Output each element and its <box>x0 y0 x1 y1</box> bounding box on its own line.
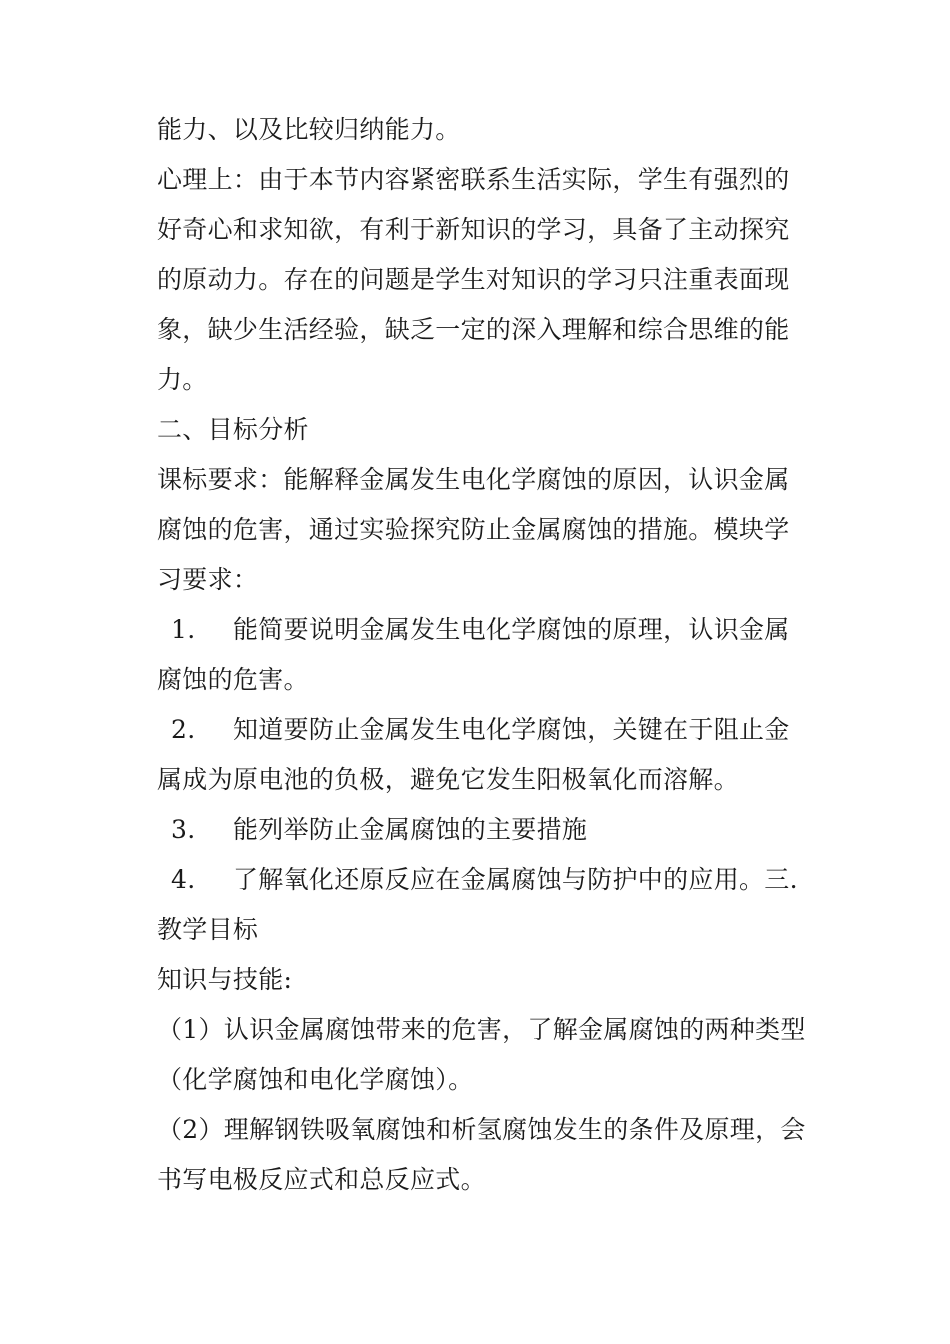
list-item-text: 能列举防止金属腐蚀的主要措施 <box>233 815 588 844</box>
text-line: 力。 <box>157 365 208 394</box>
list-item <box>157 705 807 755</box>
text-line: 的原动力。存在的问题是学生对知识的学习只注重表面现 <box>157 265 790 294</box>
text-line: （1）认识金属腐蚀带来的危害，了解金属腐蚀的两种类型 <box>157 1015 806 1044</box>
list-number: 2. <box>171 715 196 744</box>
text-line: 教学目标 <box>157 915 259 944</box>
list-item-text: 知道要防止金属发生电化学腐蚀，关键在于阻止金 <box>233 715 790 744</box>
text-line: 课标要求：能解释金属发生电化学腐蚀的原因，认识金属 <box>157 465 790 494</box>
text-line: 好奇心和求知欲，有利于新知识的学习，具备了主动探究 <box>157 215 790 244</box>
text-line: 腐蚀的危害，通过实验探究防止金属腐蚀的措施。模块学 <box>157 515 790 544</box>
text-line: 属成为原电池的负极，避免它发生阳极氧化而溶解。 <box>157 765 739 794</box>
text-line: 书写电极反应式和总反应式。 <box>157 1165 486 1194</box>
text-line: （2）理解钢铁吸氧腐蚀和析氢腐蚀发生的条件及原理，会 <box>157 1115 806 1144</box>
list-number: 4. <box>171 865 196 894</box>
section-heading: 二、目标分析 <box>157 415 309 444</box>
text-line: 腐蚀的危害。 <box>157 665 309 694</box>
text-line: 心理上：由于本节内容紧密联系生活实际，学生有强烈的 <box>157 165 790 194</box>
list-number: 1. <box>171 615 196 644</box>
list-item <box>157 805 807 855</box>
list-item <box>157 605 807 655</box>
text-line: （化学腐蚀和电化学腐蚀）。 <box>157 1065 474 1094</box>
text-line: 知识与技能: <box>157 965 293 994</box>
list-item <box>157 855 807 905</box>
text-line: 能力、以及比较归纳能力。 <box>157 115 461 144</box>
list-item-text: 了解氧化还原反应在金属腐蚀与防护中的应用。三. <box>233 865 798 894</box>
text-line: 习要求： <box>157 565 259 594</box>
document-body <box>157 105 807 1205</box>
list-number: 3. <box>171 815 196 844</box>
text-line: 象，缺少生活经验，缺乏一定的深入理解和综合思维的能 <box>157 315 790 344</box>
list-item-text: 能简要说明金属发生电化学腐蚀的原理，认识金属 <box>233 615 790 644</box>
